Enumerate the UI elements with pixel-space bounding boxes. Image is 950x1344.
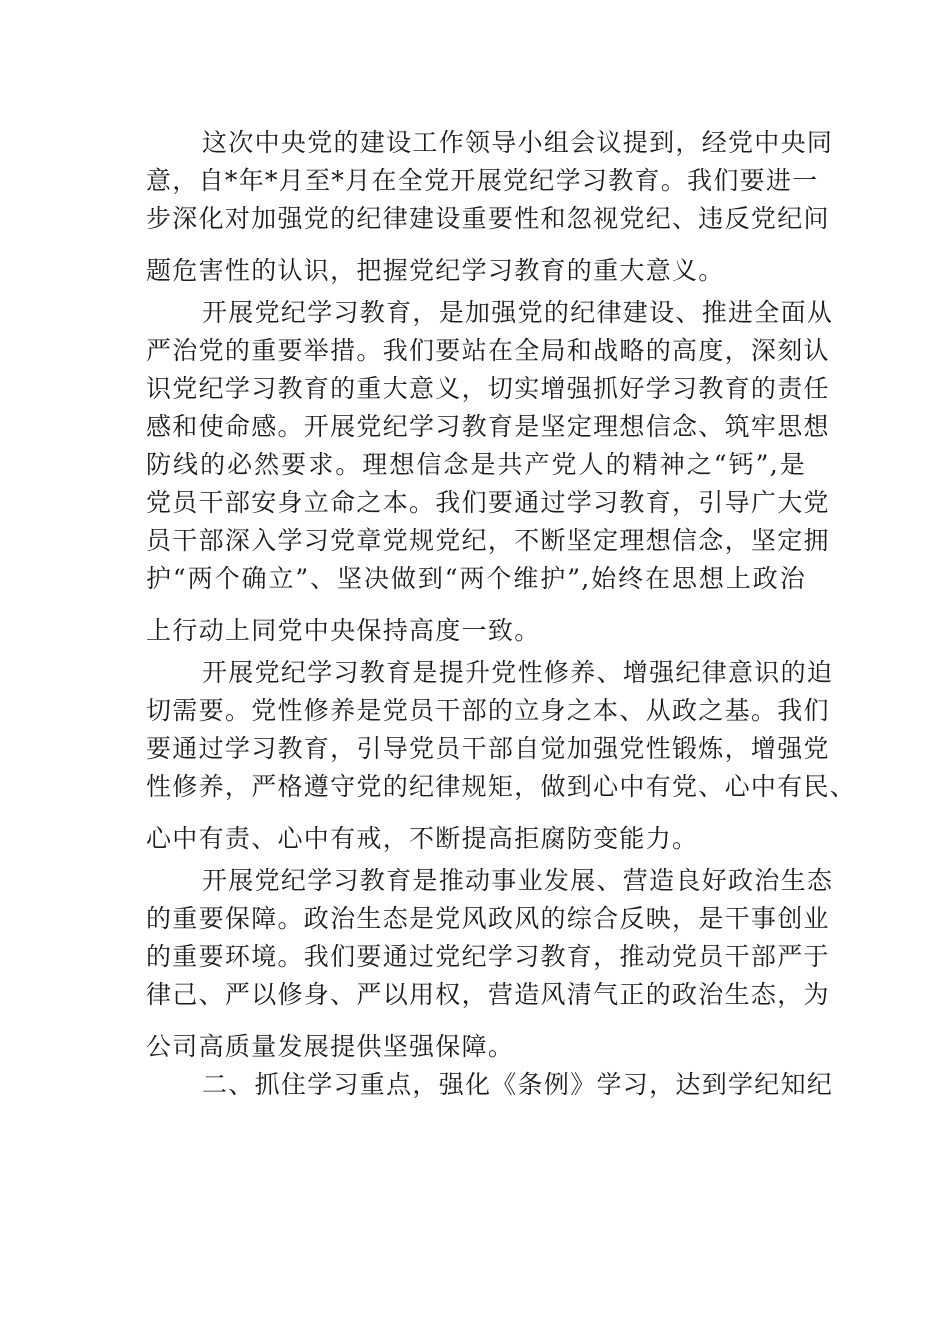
paragraph-line: 开展党纪学习教育是推动事业发展、营造良好政治生态	[202, 866, 834, 895]
paragraph-line: 的重要环境。我们要通过党纪学习教育，推动党员干部严于	[146, 942, 830, 971]
paragraph-line: 步深化对加强党的纪律建设重要性和忽视党纪、违反党纪问	[146, 204, 830, 233]
paragraph-line: 上行动上同党中央保持高度一致。	[146, 616, 541, 645]
paragraph-line: 这次中央党的建设工作领导小组会议提到，经党中央同	[202, 128, 834, 157]
section-heading	[146, 1066, 834, 1104]
paragraph-line: 护“两个确立”、坚决做到“两个维护”,始终在思想上政治	[146, 564, 806, 593]
paragraph-line: 性修养，严格遵守党的纪律规矩，做到心中有党、心中有民、	[146, 772, 857, 801]
paragraph-line: 员干部深入学习党章党规党纪，不断坚定理想信念，坚定拥	[146, 526, 830, 555]
paragraph-line: 意，自*年*月至*月在全党开展党纪学习教育。我们要进一	[146, 166, 819, 195]
paragraph-2	[146, 294, 834, 650]
paragraph-line: 党员干部安身立命之本。我们要通过学习教育，引导广大党	[146, 488, 830, 517]
paragraph-line: 公司高质量发展提供坚强保障。	[146, 1032, 515, 1061]
paragraph-line: 开展党纪学习教育是提升党性修养、增强纪律意识的迫	[202, 658, 834, 687]
paragraph-line: 感和使命感。开展党纪学习教育是坚定理想信念、筑牢思想	[146, 412, 830, 441]
paragraph-line: 律己、严以修身、严以用权，营造风清气正的政治生态，为	[146, 980, 830, 1009]
paragraph-line: 严治党的重要举措。我们要站在全局和战略的高度，深刻认	[146, 336, 830, 365]
document-body	[146, 124, 857, 1104]
paragraph-4	[146, 862, 834, 1066]
paragraph-line: 防线的必然要求。理想信念是共产党人的精神之“钙”,是	[146, 450, 806, 479]
section-heading-line: 二、抓住学习重点，强化《条例》学习，达到学纪知纪	[202, 1070, 834, 1099]
paragraph-3	[146, 654, 857, 858]
paragraph-line: 识党纪学习教育的重大意义，切实增强抓好学习教育的责任	[146, 374, 830, 403]
paragraph-line: 的重要保障。政治生态是党风政风的综合反映，是干事创业	[146, 904, 830, 933]
paragraph-1	[146, 124, 834, 290]
paragraph-line: 开展党纪学习教育，是加强党的纪律建设、推进全面从	[202, 298, 834, 327]
paragraph-line: 题危害性的认识，把握党纪学习教育的重大意义。	[146, 256, 725, 285]
paragraph-line: 切需要。党性修养是党员干部的立身之本、从政之基。我们	[146, 696, 830, 725]
paragraph-line: 要通过学习教育，引导党员干部自觉加强党性锻炼，增强党	[146, 734, 830, 763]
paragraph-line: 心中有责、心中有戒，不断提高拒腐防变能力。	[146, 824, 699, 853]
